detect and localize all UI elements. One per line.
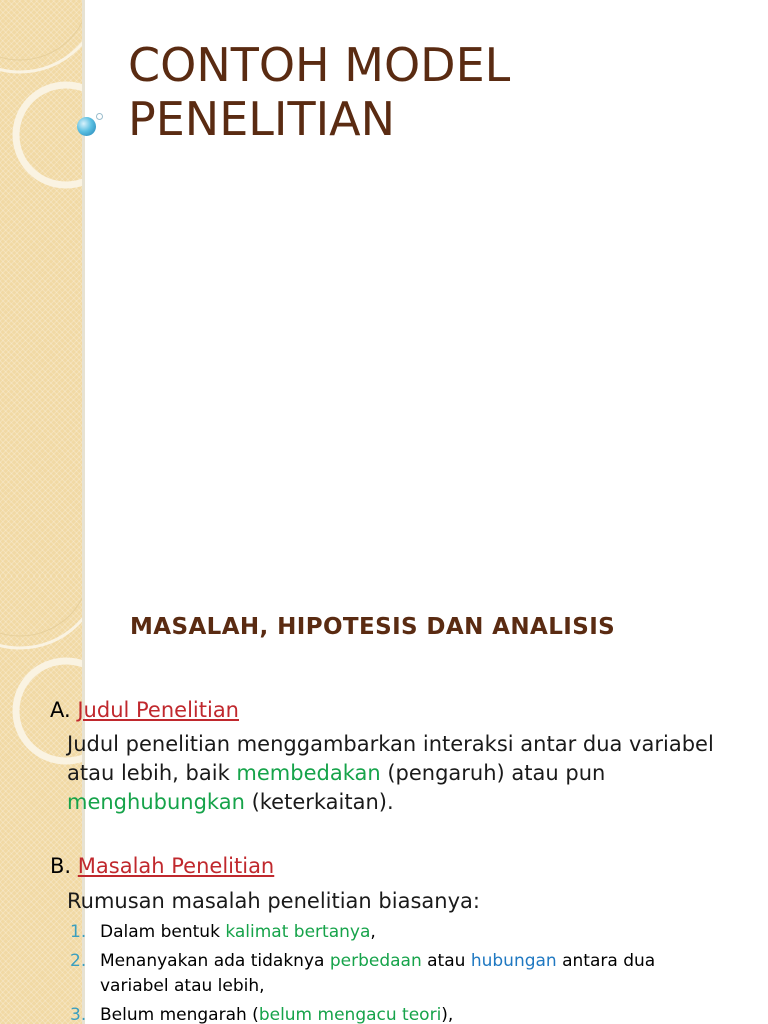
- link-judul-penelitian[interactable]: Judul Penelitian: [77, 698, 239, 722]
- side-band-edge: [82, 0, 85, 576]
- highlight-menghubungkan: menghubungkan: [67, 790, 245, 814]
- slide-title-line2: PENELITIAN: [128, 92, 396, 146]
- link-masalah-penelitian[interactable]: Masalah Penelitian: [77, 854, 275, 878]
- list-number: 2.: [70, 951, 87, 971]
- decorative-side-band: [0, 0, 85, 576]
- slide-2: [0, 576, 768, 1024]
- small-dot-icon: [96, 113, 103, 120]
- para-a-text-3: (keterkaitan).: [244, 790, 394, 814]
- list-number: 1.: [70, 922, 87, 942]
- highlight-hubungan: hubungan: [470, 951, 557, 971]
- highlight-kalimat-bertanya: kalimat bertanya: [225, 922, 371, 942]
- slide-title: [128, 38, 728, 146]
- section-b-marker: B.: [50, 854, 72, 878]
- bullet-ball-icon: [77, 117, 96, 136]
- section-a-paragraph: [67, 730, 717, 817]
- decorative-circles: [0, 0, 85, 576]
- list-item-text: atau: [421, 951, 471, 971]
- para-a-text-2: (pengaruh) atau pun: [380, 761, 606, 785]
- section-heading: MASALAH, HIPOTESIS DAN ANALISIS: [130, 614, 616, 640]
- list-number: 3.: [70, 1005, 87, 1024]
- list-item: [70, 920, 690, 945]
- section-a-heading: [50, 698, 239, 722]
- section-a-marker: A.: [50, 698, 71, 722]
- para-a-text-1: Judul penelitian menggambarkan interaksi antar dua variabel atau lebih, baik: [67, 732, 714, 785]
- slide-title-line1: CONTOH MODEL: [128, 38, 511, 92]
- list-item-text: antara dua variabel atau lebih,: [100, 951, 656, 996]
- list-item-text: Dalam bentuk: [100, 922, 226, 942]
- list-item: [70, 949, 690, 999]
- highlight-perbedaan: perbedaan: [329, 951, 422, 971]
- list-item-text: Belum mengarah (: [100, 1005, 259, 1024]
- numbered-list: [70, 920, 690, 1024]
- list-item-text: Menanyakan ada tidaknya: [100, 951, 330, 971]
- highlight-membedakan: membedakan: [236, 761, 381, 785]
- section-b-heading: [50, 854, 274, 878]
- list-item-text: ),: [441, 1005, 454, 1024]
- list-item-text: ,: [370, 922, 376, 942]
- highlight-belum-mengacu-teori: belum mengacu teori: [258, 1005, 442, 1024]
- section-b-intro: Rumusan masalah penelitian biasanya:: [67, 889, 480, 913]
- list-item: [70, 1003, 690, 1024]
